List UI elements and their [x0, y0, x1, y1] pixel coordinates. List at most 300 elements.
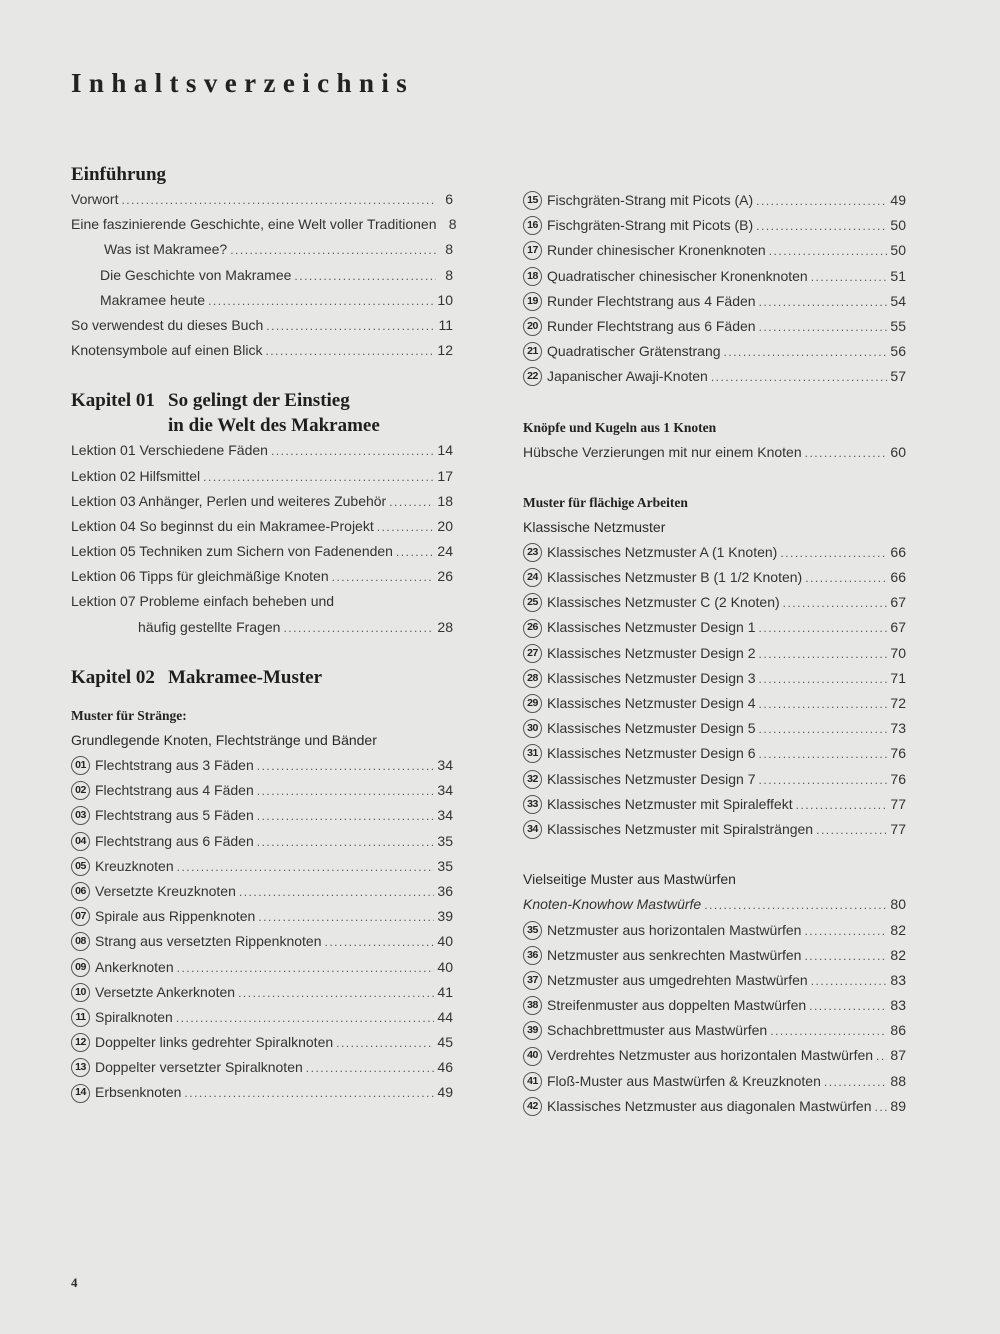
- pattern-number-badge: 31: [523, 744, 542, 763]
- toc-entry[interactable]: [523, 968, 906, 993]
- dot-leader: [759, 717, 888, 742]
- toc-entry-page: 76: [890, 770, 906, 787]
- toc-entry[interactable]: [523, 1018, 906, 1043]
- dot-leader: [809, 994, 887, 1019]
- toc-entry-label: Lektion 01 Verschiedene Fäden: [71, 442, 268, 459]
- toc-entry-page: 80: [890, 896, 906, 913]
- toc-entry[interactable]: [71, 338, 453, 363]
- dot-leader: [271, 439, 434, 464]
- dot-leader: [804, 919, 887, 944]
- toc-entry-label: Klassisches Netzmuster Design 6: [547, 745, 756, 762]
- toc-entry[interactable]: [523, 767, 906, 792]
- toc-entry-label: Spirale aus Rippenknoten: [95, 908, 256, 925]
- toc-entry[interactable]: [523, 716, 906, 741]
- toc-entry-page: 77: [890, 795, 906, 812]
- chapter-1-number: Kapitel 01: [71, 390, 155, 412]
- chapter-1-title-line1: So gelingt der Einstieg: [168, 390, 350, 412]
- pattern-number-badge: 37: [523, 971, 542, 990]
- toc-entry[interactable]: [523, 264, 906, 289]
- dot-leader: [875, 1095, 888, 1120]
- toc-entry-label: Quadratischer chinesischer Kronenknoten: [547, 267, 808, 284]
- pattern-number-badge: 23: [523, 543, 542, 562]
- pattern-number-badge: 33: [523, 795, 542, 814]
- dot-leader: [805, 566, 887, 591]
- dot-leader: [811, 969, 888, 994]
- toc-entry-label: Netzmuster aus horizontalen Mastwürfen: [547, 921, 802, 938]
- toc-entry-label: Klassisches Netzmuster Design 4: [547, 695, 756, 711]
- toc-entry[interactable]: [523, 590, 906, 615]
- section-heading-intro: Einführung: [71, 164, 167, 185]
- toc-entry[interactable]: [71, 1030, 453, 1055]
- dot-leader: [377, 515, 435, 540]
- pattern-number-badge: 32: [523, 770, 542, 789]
- chapter-2-title: Makramee-Muster: [168, 666, 323, 688]
- toc-entry-page: 8: [448, 216, 457, 233]
- toc-entry-label: So verwendest du dieses Buch: [71, 316, 264, 333]
- toc-entry-page: 66: [890, 543, 906, 560]
- toc-entry[interactable]: [523, 213, 906, 238]
- pattern-number-badge: 07: [71, 907, 90, 926]
- chapter-2-heading: [71, 665, 453, 690]
- dot-leader: [770, 1019, 887, 1044]
- toc-entry[interactable]: [71, 237, 453, 262]
- dot-leader: [257, 830, 435, 855]
- toc-entry-page: 35: [437, 832, 453, 849]
- toc-entry[interactable]: [523, 314, 906, 339]
- toc-entry-label: Verdrehtes Netzmuster aus horizontalen Mastwürfen: [547, 1047, 874, 1064]
- dot-leader: [266, 314, 435, 339]
- toc-entry[interactable]: [71, 753, 453, 778]
- toc-entry-page: 67: [890, 619, 906, 636]
- toc-entry[interactable]: [523, 615, 906, 640]
- dot-leader: [804, 944, 887, 969]
- pattern-number-badge: 06: [71, 882, 90, 901]
- toc-entry-page: 41: [437, 983, 453, 1000]
- chapter-1-title-line2: in die Welt des Makramee: [168, 415, 380, 437]
- toc-entry-label: Japanischer Awaji-Knoten: [547, 368, 708, 385]
- pattern-number-badge: 02: [71, 781, 90, 800]
- dot-leader: [239, 880, 435, 905]
- pattern-number-badge: 22: [523, 367, 542, 386]
- pattern-number-badge: 28: [523, 669, 542, 688]
- mast-subheading: Vielseitige Muster aus Mastwürfen: [523, 871, 736, 888]
- toc-entry[interactable]: [71, 313, 453, 338]
- toc-entry[interactable]: [71, 589, 453, 614]
- toc-entry-label: Doppelter links gedrehter Spiralknoten: [95, 1034, 334, 1051]
- dot-leader: [759, 290, 888, 315]
- toc-entry-page: 35: [437, 857, 453, 874]
- toc-entry-label: Schachbrettmuster aus Mastwürfen: [547, 1022, 768, 1039]
- toc-entry[interactable]: [523, 993, 906, 1018]
- toc-entry[interactable]: [523, 892, 906, 917]
- toc-entry-label: Klassisches Netzmuster aus diagonalen Mastwürfen: [547, 1097, 872, 1114]
- dot-leader: [876, 1044, 887, 1069]
- toc-entry-page: 14: [437, 442, 453, 459]
- pattern-number-badge: 14: [71, 1084, 90, 1103]
- dot-leader: [811, 265, 888, 290]
- mast-intro: [523, 892, 906, 917]
- toc-entry-label: Lektion 06 Tipps für gleichmäßige Knoten: [71, 568, 329, 585]
- dot-leader: [203, 465, 434, 490]
- pattern-number-badge: 34: [523, 820, 542, 839]
- toc-entry-label: Klassisches Netzmuster Design 1: [547, 619, 756, 636]
- pattern-number-badge: 35: [523, 921, 542, 940]
- toc-entry-page: 67: [890, 594, 906, 611]
- toc-entry[interactable]: [71, 187, 453, 212]
- dot-leader: [756, 189, 887, 214]
- toc-entry-label: Runder chinesischer Kronenknoten: [547, 242, 766, 259]
- toc-entry-page: 18: [437, 492, 453, 509]
- toc-entry-label: Streifenmuster aus doppelten Mastwürfen: [547, 997, 807, 1014]
- dot-leader: [756, 214, 887, 239]
- chapter-1-heading-line2: [71, 413, 453, 438]
- dot-leader: [769, 239, 888, 264]
- toc-entry-label: Runder Flechtstrang aus 4 Fäden: [547, 292, 756, 309]
- dot-leader: [184, 1081, 434, 1106]
- toc-entry-label: Hübsche Verzierungen mit nur einem Knoten: [523, 443, 802, 460]
- pattern-number-badge: 10: [71, 983, 90, 1002]
- pattern-number-badge: 42: [523, 1097, 542, 1116]
- mast-list: [523, 918, 906, 1120]
- toc-entry-label: Fischgräten-Strang mit Picots (A): [547, 192, 754, 208]
- dot-leader: [704, 893, 887, 918]
- toc-entry[interactable]: [71, 263, 453, 288]
- toc-entry-label: Klassisches Netzmuster Design 7: [547, 770, 756, 787]
- toc-entry-label: Vorwort: [71, 191, 119, 207]
- dot-leader: [396, 540, 434, 565]
- flat-section-heading: Muster für flächige Arbeiten: [523, 494, 688, 510]
- toc-entry[interactable]: [523, 741, 906, 766]
- toc-entry-label: Erbsenknoten: [95, 1084, 182, 1101]
- dot-leader: [257, 779, 435, 804]
- toc-entry[interactable]: [523, 943, 906, 968]
- toc-entry[interactable]: [523, 1043, 906, 1068]
- pattern-number-badge: 39: [523, 1021, 542, 1040]
- toc-entry[interactable]: [71, 212, 457, 237]
- toc-entry-page: 82: [890, 946, 906, 963]
- dot-leader: [783, 591, 888, 616]
- toc-entry-page: 73: [890, 720, 906, 737]
- toc-entry-page: 50: [890, 242, 906, 259]
- toc-entry-label: Knoten-Knowhow Mastwürfe: [523, 896, 702, 913]
- dot-leader: [389, 490, 434, 515]
- dot-leader: [306, 1056, 435, 1081]
- dot-leader: [759, 667, 888, 692]
- toc-entry-label: Klassisches Netzmuster Design 3: [547, 669, 756, 686]
- toc-entry[interactable]: [71, 803, 453, 828]
- pattern-number-badge: 03: [71, 806, 90, 825]
- pattern-number-badge: 19: [523, 292, 542, 311]
- toc-entry[interactable]: [71, 904, 453, 929]
- toc-entry[interactable]: [71, 955, 453, 980]
- toc-entry-label: Flechtstrang aus 4 Fäden: [95, 782, 254, 799]
- toc-entry[interactable]: [523, 817, 906, 842]
- toc-entry-page: 76: [890, 745, 906, 762]
- toc-entry-label: Floß-Muster aus Mastwürfen & Kreuzknoten: [547, 1072, 821, 1089]
- pattern-number-badge: 36: [523, 946, 542, 965]
- toc-entry-page: 82: [890, 921, 906, 938]
- dot-leader: [294, 264, 436, 289]
- toc-entry-page: 6: [445, 191, 453, 207]
- toc-entry-page: 88: [890, 1072, 906, 1089]
- toc-entry-page: 44: [437, 1008, 453, 1025]
- strands-section-heading: Muster für Stränge:: [71, 707, 187, 723]
- dot-leader: [208, 289, 434, 314]
- pattern-number-badge: 24: [523, 568, 542, 587]
- pattern-number-badge: 12: [71, 1033, 90, 1052]
- toc-entry-page: 24: [437, 543, 453, 560]
- toc-entry-label: Kreuzknoten: [95, 857, 174, 874]
- dot-leader: [759, 315, 888, 340]
- toc-entry-page: 60: [890, 443, 906, 460]
- pattern-number-badge: 05: [71, 857, 90, 876]
- toc-entry[interactable]: [523, 691, 906, 716]
- toc-entry-label: Klassisches Netzmuster mit Spiralsträngen: [547, 820, 814, 837]
- page-number: 4: [71, 1275, 78, 1290]
- toc-entry-label: Eine faszinierende Geschichte, eine Welt voller Traditionen: [71, 216, 437, 233]
- pattern-number-badge: 29: [523, 694, 542, 713]
- toc-entry-page: 34: [437, 807, 453, 824]
- dot-leader: [759, 692, 888, 717]
- toc-entry-page: 46: [437, 1059, 453, 1076]
- buttons-section-heading: Knöpfe und Kugeln aus 1 Knoten: [523, 419, 717, 435]
- pattern-number-badge: 08: [71, 932, 90, 951]
- toc-entry-label: Flechtstrang aus 5 Fäden: [95, 807, 254, 824]
- dot-leader: [238, 981, 434, 1006]
- toc-entry-label: Versetzte Ankerknoten: [95, 983, 236, 1000]
- dot-leader: [258, 905, 434, 930]
- toc-entry-label: Flechtstrang aus 3 Fäden: [95, 757, 254, 773]
- toc-entry-page: 12: [437, 342, 453, 359]
- toc-entry-label: Runder Flechtstrang aus 6 Fäden: [547, 317, 756, 334]
- pattern-number-badge: 17: [523, 241, 542, 260]
- dot-leader: [759, 742, 888, 767]
- toc-entry-page: 86: [890, 1022, 906, 1039]
- dot-leader: [177, 855, 435, 880]
- toc-entry-page: 77: [890, 820, 906, 837]
- toc-entry[interactable]: [523, 339, 906, 364]
- toc-entry-page: 72: [890, 695, 906, 711]
- toc-entry-label: Quadratischer Grätenstrang: [547, 343, 721, 360]
- dot-leader: [796, 793, 888, 818]
- chapter-1-list: [71, 438, 453, 640]
- toc-entry-page: 40: [437, 933, 453, 950]
- dot-leader: [816, 818, 887, 843]
- dot-leader: [805, 441, 888, 466]
- dot-leader: [759, 642, 888, 667]
- toc-entry-page: 56: [890, 343, 906, 360]
- pattern-number-badge: 27: [523, 644, 542, 663]
- toc-entry-page: 8: [445, 266, 453, 283]
- toc-entry-page: 87: [890, 1047, 906, 1064]
- toc-entry[interactable]: [71, 438, 453, 463]
- toc-entry-page: 34: [437, 757, 453, 773]
- toc-entry-label: Klassisches Netzmuster mit Spiraleffekt: [547, 795, 793, 812]
- toc-entry[interactable]: [71, 288, 453, 313]
- dot-leader: [176, 1006, 435, 1031]
- toc-entry-label: Netzmuster aus senkrechten Mastwürfen: [547, 946, 802, 963]
- toc-entry[interactable]: [71, 1080, 453, 1105]
- strands-subheading: Grundlegende Knoten, Flechtstränge und Bänder: [71, 731, 377, 748]
- dot-leader: [283, 616, 434, 641]
- toc-entry-label: Fischgräten-Strang mit Picots (B): [547, 217, 754, 234]
- toc-entry-label: Was ist Makramee?: [104, 241, 228, 258]
- toc-left-column: [71, 162, 457, 1106]
- pattern-number-badge: 30: [523, 719, 542, 738]
- buttons-list: [523, 440, 906, 465]
- toc-entry[interactable]: [71, 514, 453, 539]
- dot-leader: [324, 930, 434, 955]
- pattern-number-badge: 20: [523, 317, 542, 336]
- dot-leader: [177, 956, 435, 981]
- dot-leader: [759, 768, 888, 793]
- toc-entry-label: Lektion 04 So beginnst du ein Makramee-Projekt: [71, 517, 374, 534]
- pattern-number-badge: 26: [523, 619, 542, 638]
- toc-entry-label: Versetzte Kreuzknoten: [95, 882, 236, 899]
- intro-list: [71, 187, 457, 363]
- pattern-number-badge: 15: [523, 191, 542, 210]
- pattern-number-badge: 13: [71, 1058, 90, 1077]
- toc-entry-page: 89: [890, 1097, 906, 1114]
- toc-entry-page: 45: [437, 1034, 453, 1051]
- toc-entry-page: 20: [437, 517, 453, 534]
- toc-entry[interactable]: [71, 980, 453, 1005]
- toc-entry[interactable]: [523, 364, 906, 389]
- toc-entry[interactable]: [523, 188, 906, 213]
- toc-entry[interactable]: [523, 238, 906, 263]
- pattern-number-badge: 04: [71, 832, 90, 851]
- dot-leader: [257, 804, 435, 829]
- toc-entry[interactable]: [523, 440, 906, 465]
- dot-leader: [336, 1031, 434, 1056]
- toc-entry-label: Ankerknoten: [95, 958, 174, 975]
- dot-leader: [711, 365, 888, 390]
- toc-entry-page: 11: [438, 316, 453, 333]
- toc-entry[interactable]: [71, 829, 453, 854]
- dot-leader: [724, 340, 888, 365]
- toc-entry[interactable]: [71, 1055, 453, 1080]
- toc-entry-label: Klassisches Netzmuster C (2 Knoten): [547, 594, 780, 611]
- toc-entry-label: Knotensymbole auf einen Blick: [71, 342, 263, 359]
- toc-entry[interactable]: [71, 539, 453, 564]
- chapter-1-heading: [71, 388, 453, 413]
- toc-entry-page: 66: [890, 569, 906, 586]
- pattern-number-badge: 41: [523, 1072, 542, 1091]
- pattern-number-badge: 18: [523, 267, 542, 286]
- dot-leader: [230, 238, 436, 263]
- toc-entry-page: 70: [890, 644, 906, 661]
- toc-entry-label: Lektion 07 Probleme einfach beheben und: [71, 593, 335, 610]
- pattern-number-badge: 09: [71, 958, 90, 977]
- toc-entry-page: 34: [437, 782, 453, 799]
- toc-entry[interactable]: [523, 792, 906, 817]
- dot-leader: [121, 188, 436, 213]
- toc-entry[interactable]: [523, 540, 906, 565]
- toc-entry-label: Lektion 05 Techniken zum Sichern von Fadenenden: [71, 543, 393, 560]
- toc-entry-page: 40: [437, 958, 453, 975]
- toc-entry-page: 26: [437, 568, 453, 585]
- toc-entry-page: 17: [437, 467, 453, 484]
- toc-entry[interactable]: [523, 641, 906, 666]
- toc-entry-page: 54: [890, 292, 906, 309]
- toc-entry[interactable]: [523, 918, 906, 943]
- toc-entry[interactable]: [71, 564, 453, 589]
- toc-entry[interactable]: [523, 1094, 906, 1119]
- pattern-number-badge: 11: [71, 1008, 90, 1027]
- pattern-number-badge: 40: [523, 1047, 542, 1066]
- toc-entry-page: 55: [890, 317, 906, 334]
- toc-entry-page: 49: [437, 1084, 453, 1101]
- page-title: Inhaltsverzeichnis: [71, 68, 415, 98]
- toc-entry-label: Klassisches Netzmuster A (1 Knoten): [547, 543, 778, 560]
- toc-entry[interactable]: [523, 565, 906, 590]
- toc-entry-label: Flechtstrang aus 6 Fäden: [95, 832, 254, 849]
- pattern-number-badge: 16: [523, 216, 542, 235]
- toc-entry[interactable]: [71, 778, 453, 803]
- toc-entry-label: Spiralknoten: [95, 1008, 173, 1025]
- dot-leader: [759, 616, 888, 641]
- toc-entry-page: 28: [437, 618, 453, 635]
- chapter-2-list: [71, 753, 453, 1106]
- toc-entry-page: 83: [890, 971, 906, 988]
- toc-entry-label: Klassisches Netzmuster B (1 1/2 Knoten): [547, 569, 803, 586]
- toc-entry-page: 8: [445, 241, 453, 258]
- toc-entry-label: Doppelter versetzter Spiralknoten: [95, 1059, 303, 1076]
- toc-entry-page: 57: [890, 368, 906, 385]
- toc-entry[interactable]: [71, 854, 453, 879]
- toc-entry-page: 51: [890, 267, 906, 284]
- dot-leader: [824, 1070, 888, 1095]
- toc-entry[interactable]: [71, 879, 453, 904]
- toc-entry-label: Lektion 02 Hilfsmittel: [71, 467, 201, 484]
- toc-entry-page: 71: [890, 669, 906, 686]
- strands-continued-list: [523, 188, 906, 390]
- toc-entry[interactable]: [71, 929, 453, 954]
- toc-entry-page: 50: [890, 217, 906, 234]
- chapter-2-number: Kapitel 02: [71, 666, 155, 688]
- toc-entry-label: Makramee heute: [100, 291, 206, 308]
- dot-leader: [257, 754, 435, 779]
- toc-entry[interactable]: [523, 666, 906, 691]
- toc-right-column: [523, 188, 906, 1119]
- toc-entry-label: Strang aus versetzten Rippenknoten: [95, 933, 322, 950]
- toc-entry-label: Die Geschichte von Makramee: [100, 266, 292, 283]
- toc-entry-page: 10: [437, 291, 453, 308]
- pattern-number-badge: 01: [71, 756, 90, 775]
- pattern-number-badge: 21: [523, 342, 542, 361]
- toc-entry[interactable]: [523, 289, 906, 314]
- toc-entry-label: Klassisches Netzmuster Design 5: [547, 720, 756, 737]
- toc-entry-label: Klassisches Netzmuster Design 2: [547, 644, 756, 661]
- toc-entry[interactable]: [71, 615, 453, 640]
- toc-entry-page: 39: [437, 908, 453, 925]
- pattern-number-badge: 38: [523, 996, 542, 1015]
- flat-subheading: Klassische Netzmuster: [523, 518, 666, 535]
- toc-entry[interactable]: [523, 1069, 906, 1094]
- dot-leader: [265, 339, 434, 364]
- toc-entry-label: häufig gestellte Fragen: [138, 618, 281, 635]
- dot-leader: [332, 565, 435, 590]
- toc-entry-page: 36: [437, 882, 453, 899]
- toc-entry[interactable]: [71, 1005, 453, 1030]
- toc-entry[interactable]: [71, 489, 453, 514]
- toc-entry-label: Netzmuster aus umgedrehten Mastwürfen: [547, 971, 808, 988]
- toc-entry-page: 49: [890, 192, 906, 208]
- toc-entry-page: 83: [890, 997, 906, 1014]
- dot-leader: [780, 541, 887, 566]
- flat-list: [523, 540, 906, 842]
- toc-entry[interactable]: [71, 464, 453, 489]
